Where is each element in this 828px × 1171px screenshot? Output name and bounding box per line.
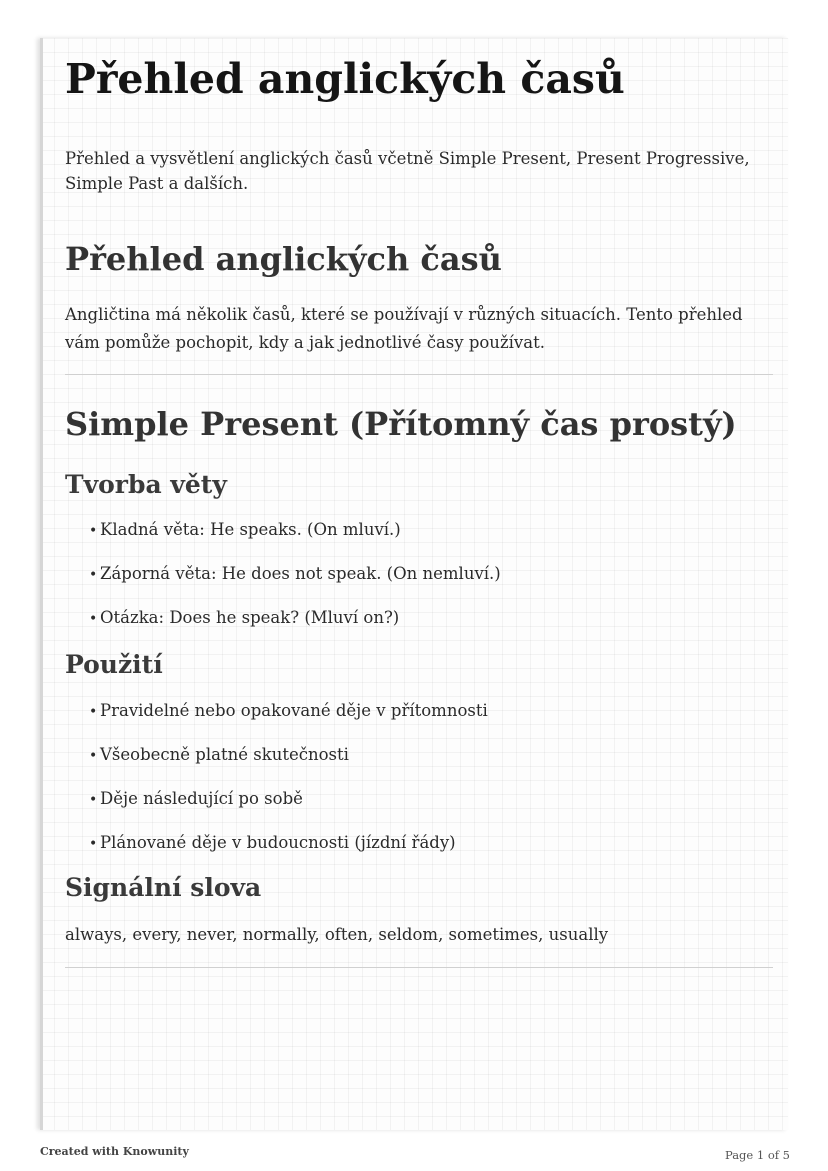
simple-present-heading: Simple Present (Přítomný čas prostý) — [65, 405, 737, 443]
list-item — [89, 701, 488, 745]
section-divider — [65, 374, 773, 375]
formation-list — [89, 520, 501, 652]
document-description: Přehled a vysvětlení anglických časů včetně Simple Present, Present Progressive, Simple Past a dalších. — [65, 149, 750, 193]
document-title: Přehled anglických časů — [65, 55, 625, 103]
page-indicator: Page 1 of 5 — [724, 1148, 790, 1162]
list-item-text: Kladná věta: He speaks. (On mluví.) — [100, 520, 401, 539]
list-item — [89, 789, 488, 833]
signal-words-heading: Signální slova — [65, 873, 262, 902]
list-item-text: Děje následující po sobě — [100, 789, 303, 808]
section-divider — [65, 967, 773, 968]
list-item — [89, 745, 488, 789]
created-with-label: Created with Knowunity — [40, 1145, 189, 1158]
usage-list — [89, 701, 488, 877]
intro-heading: Přehled anglických časů — [65, 240, 502, 278]
list-item — [89, 833, 488, 877]
list-item-text: Plánované děje v budoucnosti (jízdní řády) — [100, 833, 456, 852]
bullet-icon: • — [89, 611, 98, 627]
intro-text: Angličtina má několik časů, které se používají v různých situacích. Tento přehled vám pomůže pochopit, kdy a jak jednotlivé časy používat. — [65, 305, 743, 352]
bullet-icon: • — [89, 792, 98, 808]
signal-words-text: always, every, never, normally, often, seldom, sometimes, usually — [65, 925, 609, 944]
bullet-icon: • — [89, 748, 98, 764]
bullet-icon: • — [89, 704, 98, 720]
list-item — [89, 608, 501, 652]
page-edge — [40, 38, 43, 1130]
list-item-text: Všeobecně platné skutečnosti — [100, 745, 349, 764]
formation-heading: Tvorba věty — [65, 470, 227, 499]
bullet-icon: • — [89, 836, 98, 852]
list-item-text: Otázka: Does he speak? (Mluví on?) — [100, 608, 400, 627]
list-item — [89, 564, 501, 608]
bullet-icon: • — [89, 523, 98, 539]
bullet-icon: • — [89, 567, 98, 583]
list-item-text: Pravidelné nebo opakované děje v přítomnosti — [100, 701, 488, 720]
usage-heading: Použití — [65, 650, 163, 679]
list-item — [89, 520, 501, 564]
list-item-text: Záporná věta: He does not speak. (On nemluví.) — [100, 564, 501, 583]
